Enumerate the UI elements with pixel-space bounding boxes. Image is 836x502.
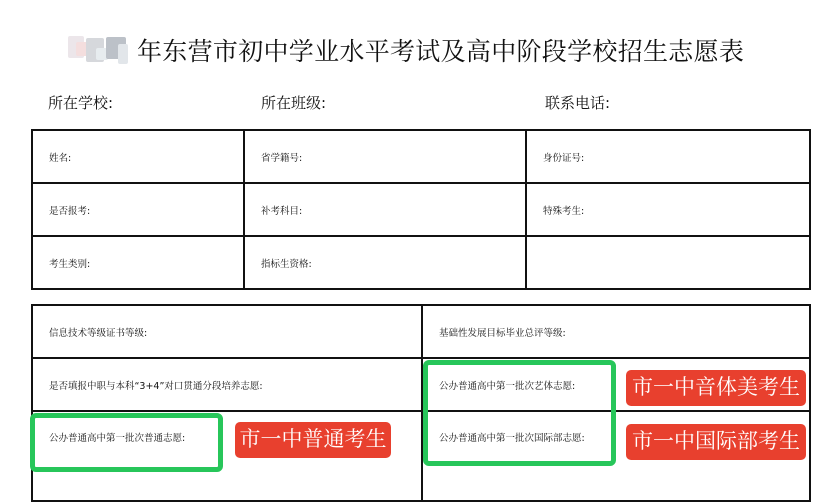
- arts-international-highlight: [423, 360, 616, 466]
- arts-sports-volunteer-field[interactable]: 公办普通高中第一批次艺体志愿:: [422, 358, 810, 411]
- phone-label: 联系电话:: [545, 94, 611, 112]
- id-number-field[interactable]: 身份证号:: [526, 130, 810, 183]
- basic-info-table: [31, 129, 811, 290]
- empty-cell: [526, 236, 810, 289]
- candidate-category-field[interactable]: 考生类别:: [32, 236, 244, 289]
- general-volunteer-highlight: [30, 413, 223, 472]
- general-student-tag: 市一中普通考生: [235, 422, 391, 458]
- table-row: [32, 183, 810, 236]
- name-field[interactable]: 姓名:: [32, 130, 244, 183]
- it-certificate-field[interactable]: 信息技术等级证书等级:: [32, 305, 422, 358]
- form-title: [0, 28, 836, 72]
- school-label: 所在学校:: [48, 94, 114, 112]
- special-candidate-field[interactable]: 特殊考生:: [526, 183, 810, 236]
- general-volunteer-field[interactable]: 公办普通高中第一批次普通志愿:: [32, 411, 422, 501]
- arts-student-tag: 市一中音体美考生: [626, 370, 806, 406]
- register-exam-field[interactable]: 是否报考:: [32, 183, 244, 236]
- table-row: [32, 305, 810, 358]
- international-student-tag: 市一中国际部考生: [626, 424, 806, 460]
- international-volunteer-field[interactable]: 公办普通高中第一批次国际部志愿:: [422, 411, 810, 501]
- class-label: 所在班级:: [261, 94, 327, 112]
- student-id-field[interactable]: 省学籍号:: [244, 130, 526, 183]
- makeup-subject-field[interactable]: 补考科目:: [244, 183, 526, 236]
- form-title-text: 年东营市初中学业水平考试及高中阶段学校招生志愿表: [137, 37, 745, 66]
- quota-eligibility-field[interactable]: 指标生资格:: [244, 236, 526, 289]
- vocational-3plus4-field[interactable]: 是否填报中职与本科“3+4”对口贯通分段培养志愿:: [32, 358, 422, 411]
- table-row: [32, 130, 810, 183]
- graduation-grade-field[interactable]: 基础性发展目标毕业总评等级:: [422, 305, 810, 358]
- table-row: [32, 236, 810, 289]
- redacted-year: [66, 34, 132, 64]
